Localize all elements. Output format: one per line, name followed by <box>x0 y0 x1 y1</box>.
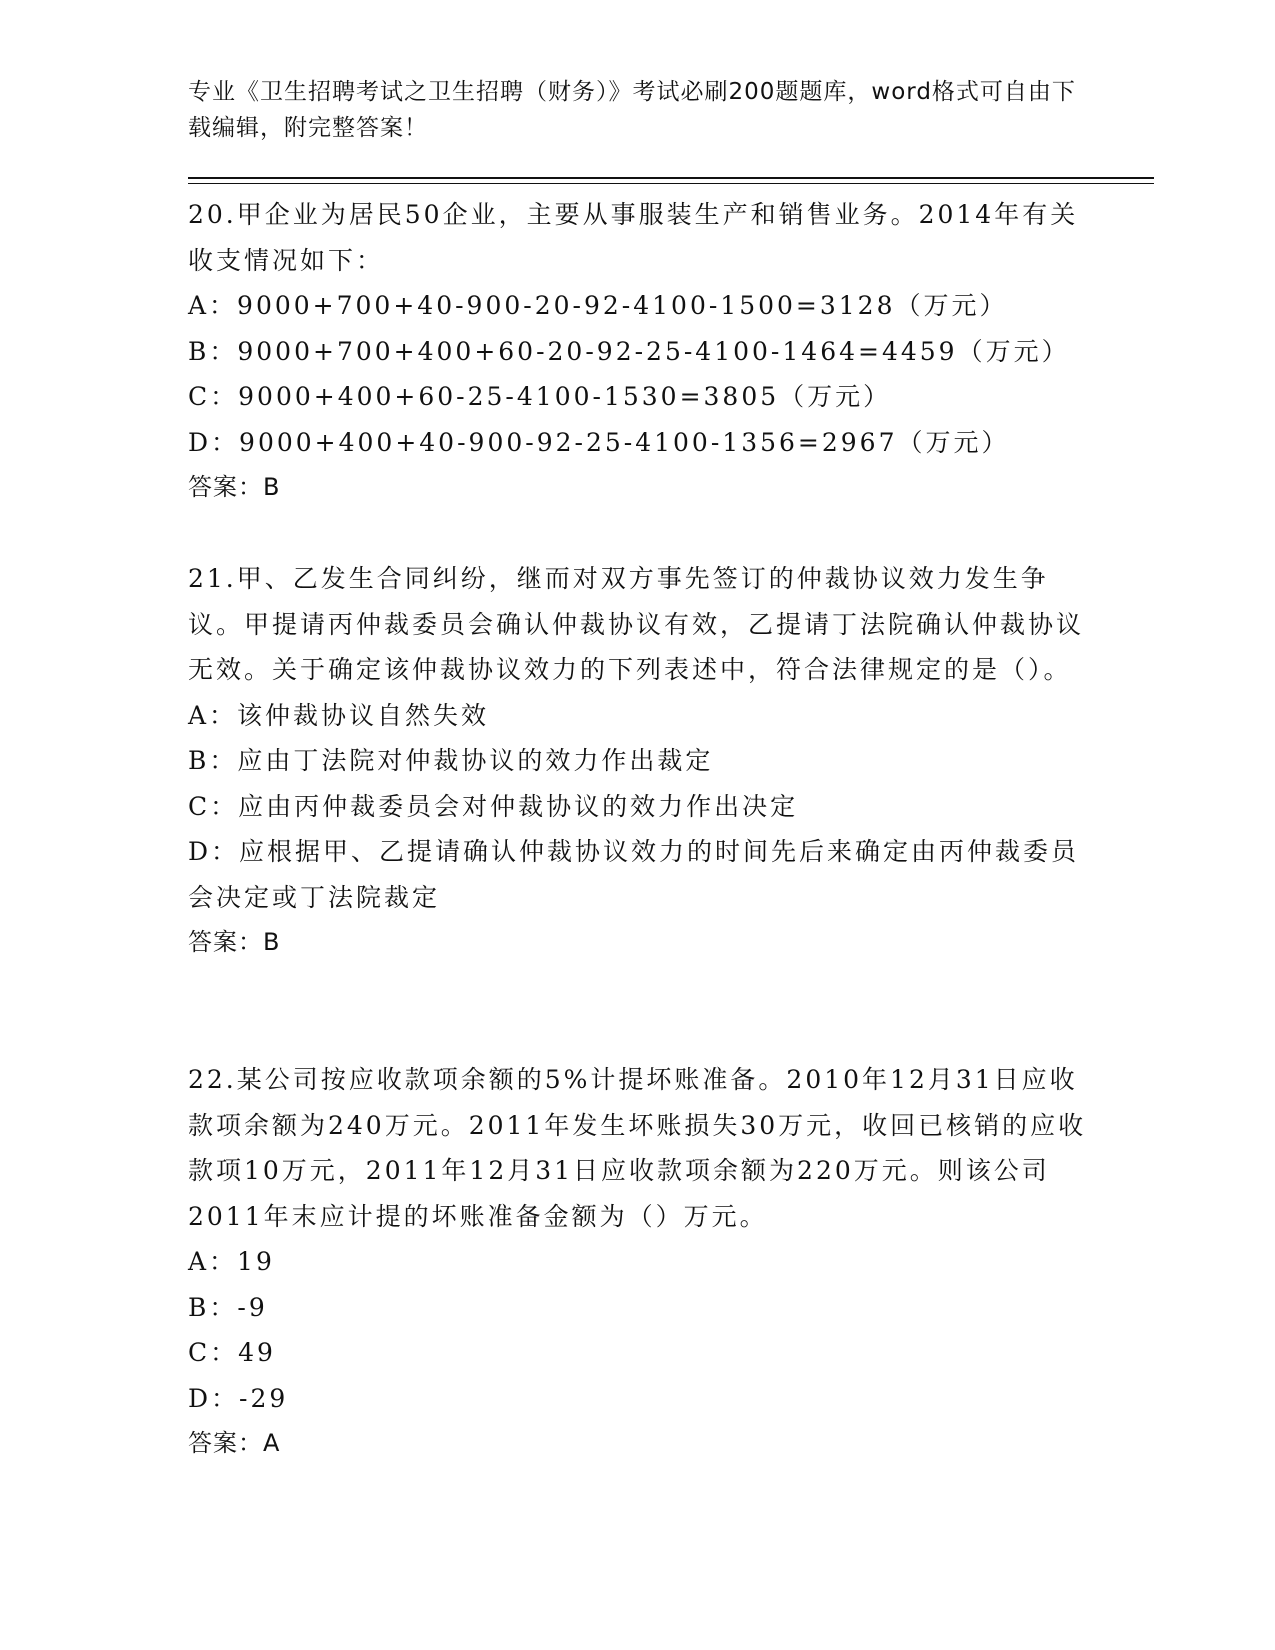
option-b: B：-9 <box>188 1292 268 1322</box>
option-b: B：9000+700+400+60-20-92-25-4100-1464=4459（万元） <box>188 336 1070 366</box>
option-b: B：应由丁法院对仲裁协议的效力作出裁定 <box>188 746 714 775</box>
answer-line: 答案：B <box>188 928 281 956</box>
question-22 <box>188 1057 1088 1467</box>
option-c: C：49 <box>188 1338 276 1367</box>
option-d: D：9000+400+40-900-92-25-4100-1356=2967（万元） <box>188 427 1010 457</box>
option-c: C：9000+400+60-25-4100-1530=3805（万元） <box>188 382 892 411</box>
option-d: D：应根据甲、乙提请确认仲裁协议效力的时间先后来确定由丙仲裁委员会决定或丁法院裁定 <box>188 837 1080 912</box>
option-c: C：应由丙仲裁委员会对仲裁协议的效力作出决定 <box>188 791 799 821</box>
question-stem: 20.甲企业为居民50企业，主要从事服装生产和销售业务。2014年有关收支情况如下： <box>188 200 1079 275</box>
question-20 <box>188 192 1088 511</box>
option-a: A：9000+700+40-900-20-92-4100-1500=3128（万元） <box>188 291 1008 320</box>
answer-line: 答案：B <box>188 473 281 501</box>
option-a: A：该仲裁协议自然失效 <box>188 700 490 730</box>
header-divider-thick <box>188 177 1154 179</box>
document-header: 专业《卫生招聘考试之卫生招聘（财务）》考试必刷200题题库，word格式可自由下载编辑，附完整答案！ <box>188 79 1076 141</box>
option-d: D：-29 <box>188 1383 289 1413</box>
question-21 <box>188 556 1088 966</box>
question-stem: 22.某公司按应收款项余额的5%计提坏账准备。2010年12月31日应收款项余额为240万元。2011年发生坏账损失30万元，收回已核销的应收款项10万元，2011年12月31日应收款项余额为220万元。则该公司2011年末应计提的坏账准备金额为（）万元。 <box>188 1065 1087 1231</box>
header-divider-thin <box>188 183 1154 184</box>
question-stem: 21.甲、乙发生合同纠纷，继而对双方事先签订的仲裁协议效力发生争议。甲提请丙仲裁委员会确认仲裁协议有效，乙提请丁法院确认仲裁协议无效。关于确定该仲裁协议效力的下列表述中，符合法律规定的是（）。 <box>188 564 1085 684</box>
option-a: A：19 <box>188 1247 275 1276</box>
answer-line: 答案：A <box>188 1429 281 1457</box>
